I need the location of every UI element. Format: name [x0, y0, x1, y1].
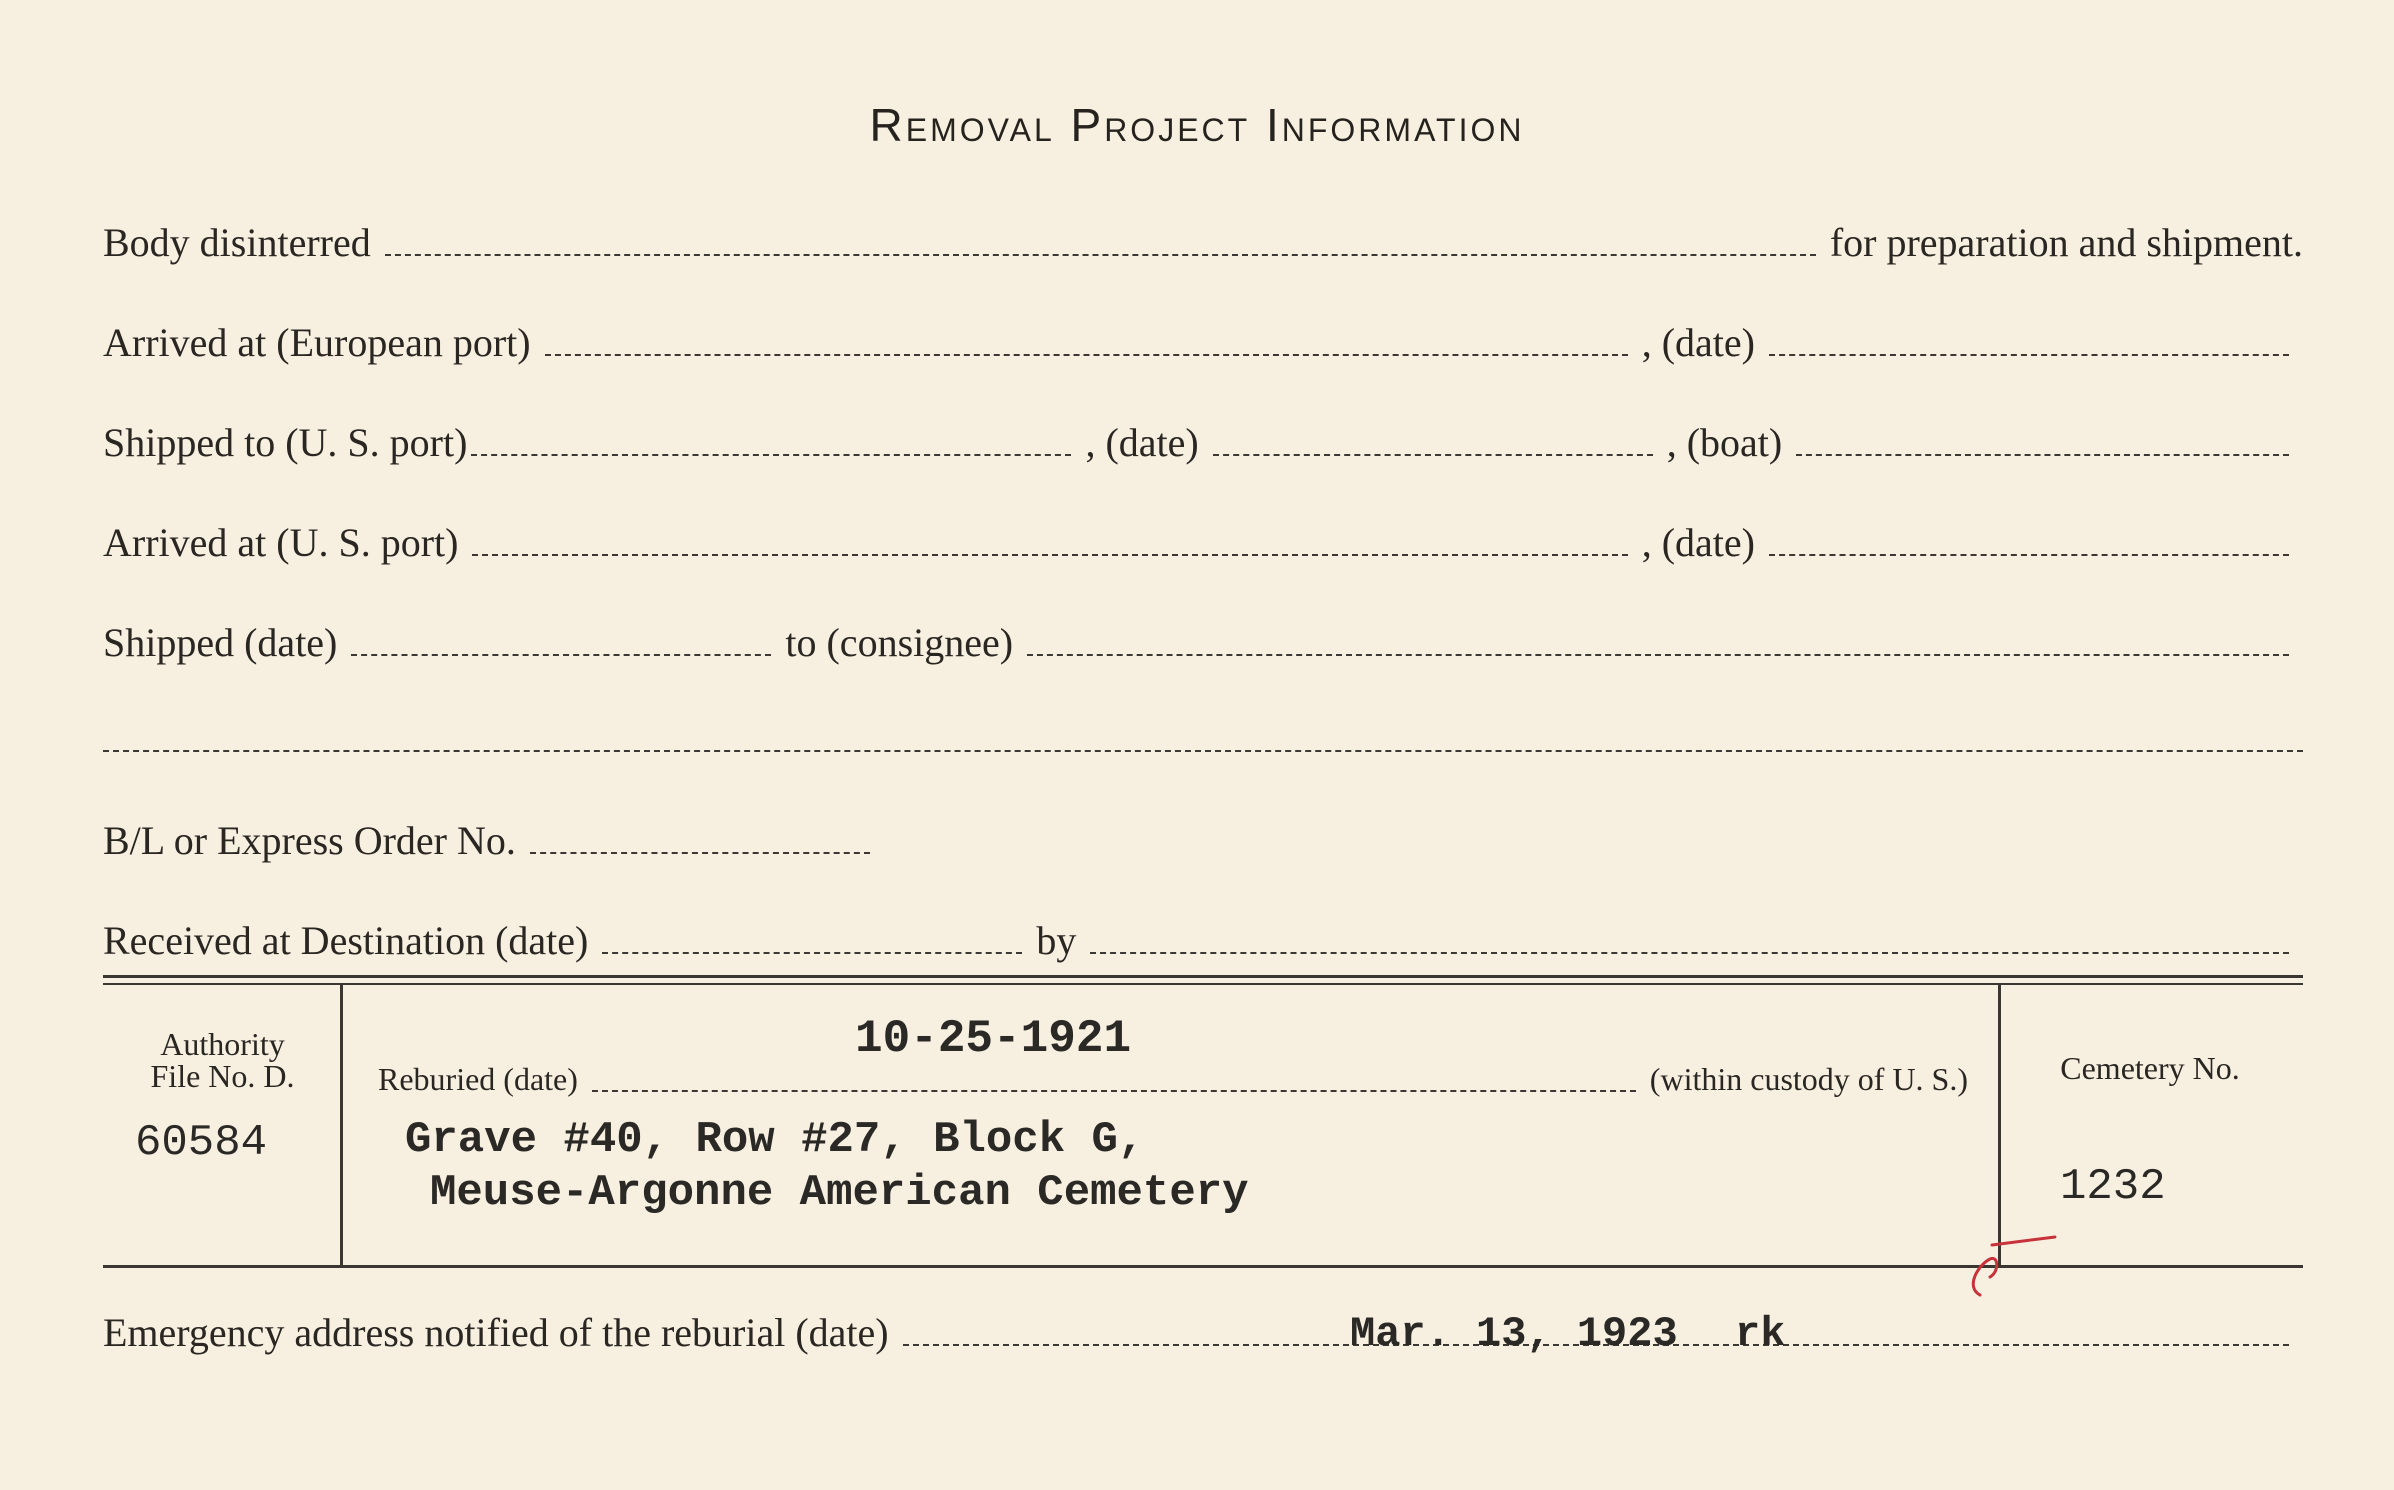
grave-location-line-1: Grave #40, Row #27, Block G,: [405, 1115, 1145, 1165]
shipped-us-date-field: [1213, 453, 1653, 456]
received-by-field: [1090, 951, 2289, 954]
arrived-us-port-label: Arrived at (U. S. port): [103, 520, 459, 565]
body-disinterred-field: [385, 253, 1816, 256]
consignee-field: [1027, 653, 2289, 656]
emergency-date-value: Mar. 13, 1923: [1350, 1310, 1678, 1358]
emergency-label: Emergency address notified of the reburial (date): [103, 1310, 889, 1355]
authority-label: [110, 1028, 335, 1092]
custody-label: (within custody of U. S.): [1649, 1061, 1968, 1097]
bl-order-field: [530, 851, 870, 854]
table-divider-left: [340, 985, 343, 1267]
row-body-disinterred: [103, 210, 2303, 270]
shipped-date-field: [351, 653, 771, 656]
row-shipped-date: [103, 610, 2303, 670]
row-arrived-us-port: [103, 510, 2303, 570]
shipped-us-boat-field: [1796, 453, 2289, 456]
arrived-us-date-field: [1769, 553, 2289, 556]
table-top-rule-inner: [103, 983, 2303, 985]
bl-order-label: B/L or Express Order No.: [103, 818, 516, 863]
body-disinterred-suffix: for preparation and shipment.: [1829, 220, 2303, 265]
reburied-date-label: Reburied (date): [378, 1061, 578, 1097]
row-shipped-us-port: [103, 410, 2303, 470]
table-top-rule: [103, 975, 2303, 978]
received-by-label: by: [1036, 918, 1077, 963]
cemetery-number-label: Cemetery No.: [2060, 1050, 2240, 1086]
body-disinterred-label: Body disinterred: [103, 220, 371, 265]
grave-location-line-2: Meuse-Argonne American Cemetery: [430, 1168, 1249, 1218]
arrived-us-port-field: [472, 553, 1627, 556]
shipped-us-date-label: , (date): [1085, 420, 1199, 465]
authority-label-line-2: File No. D.: [150, 1058, 295, 1094]
arrived-european-date-label: , (date): [1641, 320, 1755, 365]
reburied-date-field: [592, 1089, 1636, 1092]
shipped-us-port-label: Shipped to (U. S. port): [103, 420, 468, 465]
shipped-date-label: Shipped (date): [103, 620, 338, 665]
arrived-european-port-field: [545, 353, 1628, 356]
received-destination-field: [602, 951, 1022, 954]
row-emergency: [103, 1300, 2303, 1360]
arrived-us-date-label: , (date): [1641, 520, 1755, 565]
red-check-mark-icon: [1960, 1225, 2070, 1305]
consignee-continuation-line: [103, 750, 2303, 752]
clerk-initials: rk: [1735, 1310, 1786, 1358]
shipped-us-port-field: [471, 453, 1071, 456]
cemetery-number-value: 1232: [2060, 1162, 2166, 1212]
form-title: Removal Project Information: [869, 99, 1525, 151]
arrived-european-date-field: [1769, 353, 2289, 356]
row-reburied: [378, 1042, 1968, 1102]
consignee-label: to (consignee): [785, 620, 1014, 665]
arrived-european-port-label: Arrived at (European port): [103, 320, 531, 365]
row-received-destination: [103, 908, 2303, 968]
reburied-date-value: 10-25-1921: [855, 1013, 1132, 1065]
row-bl-order: [103, 808, 2303, 868]
authority-label-line-1: Authority: [160, 1026, 285, 1062]
row-arrived-european-port: [103, 310, 2303, 370]
shipped-us-boat-label: , (boat): [1666, 420, 1783, 465]
received-destination-label: Received at Destination (date): [103, 918, 589, 963]
authority-file-number: 60584: [135, 1118, 268, 1168]
